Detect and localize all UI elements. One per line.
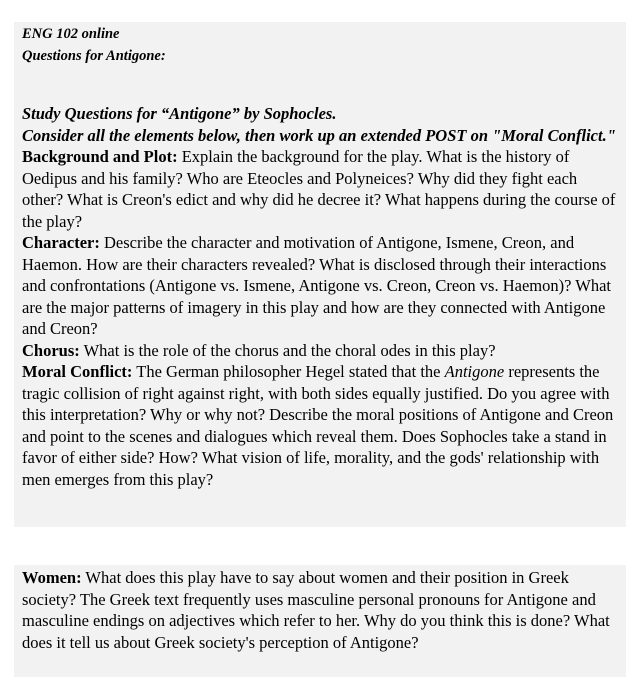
section-moral-conflict <box>22 361 620 490</box>
section-chorus-label: Chorus: <box>22 340 80 360</box>
section-moral-italic-title: Antigone <box>444 362 505 381</box>
section-background <box>22 146 620 232</box>
section-moral-text-b: represents the tragic collision of right against right, with both sides equally justified. Do you agree with this interpretation? Why or why not? Describe the moral positions of Antigone and Creon and point to the scenes and dialogues which reveal them. Does Sophocles take a stand in favor of either side? How? What vision of life, morality, and the gods' relationship with men emerges from this play? <box>22 362 614 489</box>
section-chorus <box>22 340 620 362</box>
section-chorus-text: What is the role of the chorus and the choral odes in this play? <box>79 340 496 360</box>
spacer <box>22 66 620 103</box>
section-moral-label: Moral Conflict: <box>22 362 133 381</box>
study-instruction: Consider all the elements below, then work up an extended POST on "Moral Conflict." <box>22 125 616 145</box>
section-character-text: Describe the character and motivation of Antigone, Ismene, Creon, and Haemon. How are their characters revealed? What is disclosed through their interactions and confrontations (Antigone vs. Ismene, Antigone vs. Creon, Creon vs. Haemon)? What are the major patterns of imagery in this play and how are they connected with Antigone and Creon? <box>22 233 611 338</box>
section-background-label: Background and Plot: <box>22 147 178 166</box>
study-title: Study Questions for “Antigone” by Sophocles. <box>22 104 337 123</box>
questions-block <box>14 22 626 527</box>
section-moral-text-a: The German philosopher Hegel stated that the <box>132 362 445 381</box>
section-women-label: Women: <box>22 568 82 587</box>
section-character <box>22 232 620 340</box>
course-subtitle: Questions for Antigone: <box>22 48 166 64</box>
section-women-text: What does this play have to say about women and their position in Greek society? The Greek text frequently uses masculine personal pronouns for Antigone and masculine endings on adjectives which refer to her. Why do you think this is done? What does it tell us about Greek society's perception of Antigone? <box>22 568 610 652</box>
section-background-text: Explain the background for the play. What is the history of Oedipus and his family? Who are Eteocles and Polyneices? Why did they fight each other? What is Creon's edict and why did he decree it? What happens during the course of the play? <box>22 147 616 231</box>
section-women <box>22 565 620 653</box>
course-title: ENG 102 online <box>22 26 120 42</box>
women-block <box>14 565 626 677</box>
section-character-label: Character: <box>22 233 100 252</box>
